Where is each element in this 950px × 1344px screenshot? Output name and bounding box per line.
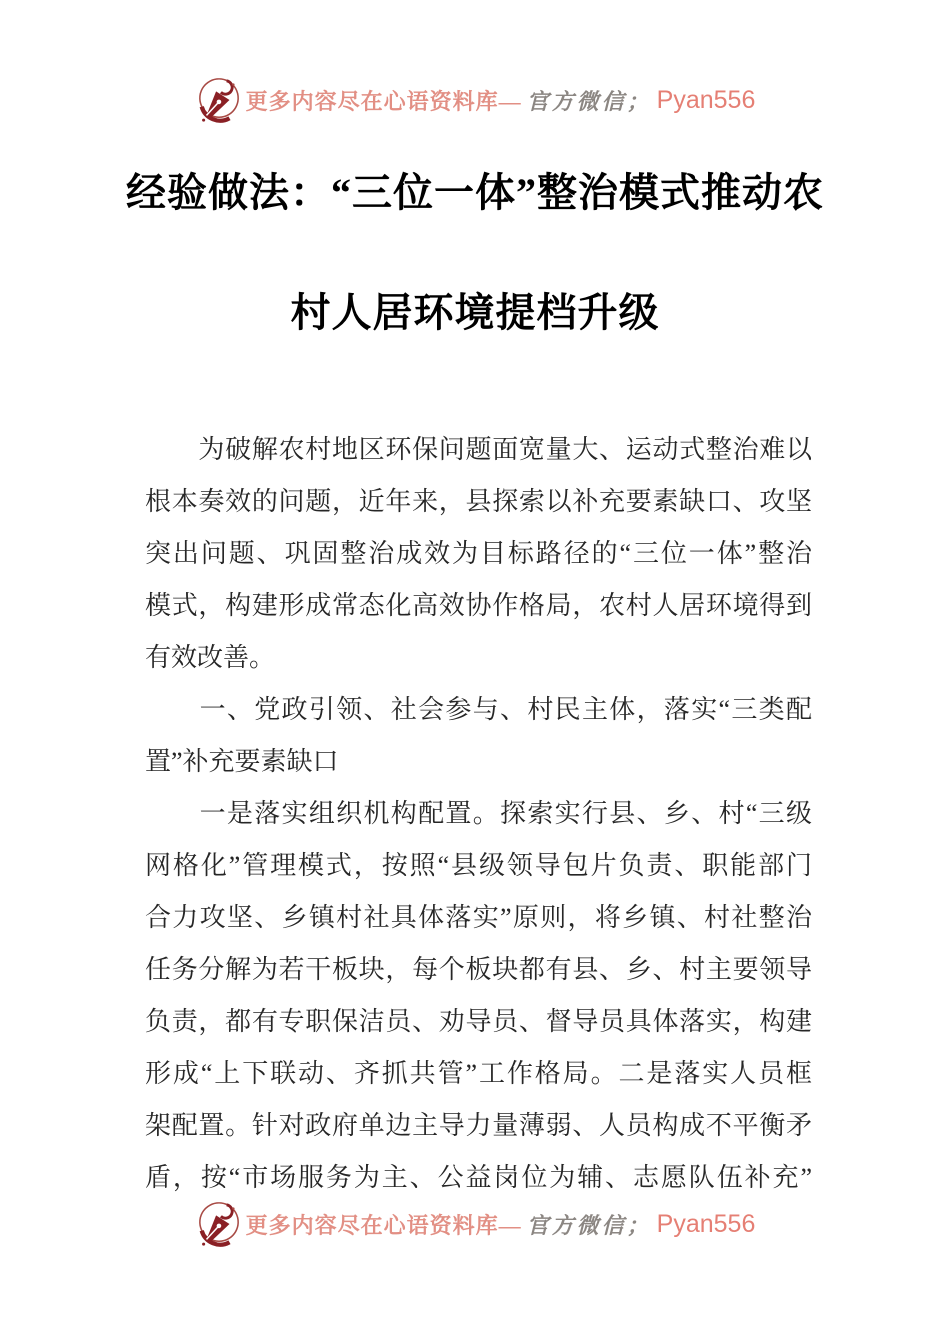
- pen-nib-circle-icon: [195, 74, 241, 126]
- document-body: [145, 424, 812, 1204]
- footer-watermark: [0, 1198, 950, 1250]
- body-line: 根本奏效的问题，近年来，县探索以补充要素缺口、攻坚: [145, 487, 812, 516]
- pen-nib-circle-icon: [195, 1198, 241, 1250]
- body-line: 任务分解为若干板块，每个板块都有县、乡、村主要领导: [145, 955, 812, 984]
- watermark-wechat-id: Pyan556: [656, 1209, 756, 1238]
- body-line: 突出问题、巩固整治成效为目标路径的“三位一体”整治: [145, 539, 812, 568]
- body-line: 一、党政引领、社会参与、村民主体，落实“三类配: [145, 695, 812, 724]
- body-line: 合力攻坚、乡镇村社具体落实”原则，将乡镇、村社整治: [145, 903, 812, 932]
- header-watermark: [0, 74, 950, 126]
- body-line: 形成“上下联动、齐抓共管”工作格局。二是落实人员框: [145, 1059, 812, 1088]
- watermark-brand-text: 更多内容尽在心语资料库—: [245, 1212, 522, 1238]
- watermark-brand-text: 更多内容尽在心语资料库—: [245, 88, 522, 114]
- body-line: 有效改善。: [145, 643, 276, 672]
- watermark-wechat-id: Pyan556: [656, 85, 756, 114]
- body-line: 为破解农村地区环保问题面宽量大、运动式整治难以: [145, 435, 812, 464]
- body-line: 置”补充要素缺口: [145, 747, 339, 776]
- watermark-wechat-label: 官方微信；: [526, 1212, 652, 1238]
- document-title: [0, 133, 950, 373]
- body-line: 模式，构建形成常态化高效协作格局，农村人居环境得到: [145, 591, 812, 620]
- body-line: 网格化”管理模式，按照“县级领导包片负责、职能部门: [145, 851, 812, 880]
- title-line-2: 村人居环境提档升级: [290, 290, 660, 335]
- body-line: 架配置。针对政府单边主导力量薄弱、人员构成不平衡矛: [145, 1111, 812, 1140]
- body-line: 负责，都有专职保洁员、劝导员、督导员具体落实，构建: [145, 1007, 812, 1036]
- title-line-1: 经验做法：“三位一体”整治模式推动农: [126, 170, 824, 215]
- body-line: 盾，按“市场服务为主、公益岗位为辅、志愿队伍补充”: [145, 1163, 812, 1192]
- body-line: 一是落实组织机构配置。探索实行县、乡、村“三级: [145, 799, 812, 828]
- watermark-wechat-label: 官方微信；: [526, 88, 652, 114]
